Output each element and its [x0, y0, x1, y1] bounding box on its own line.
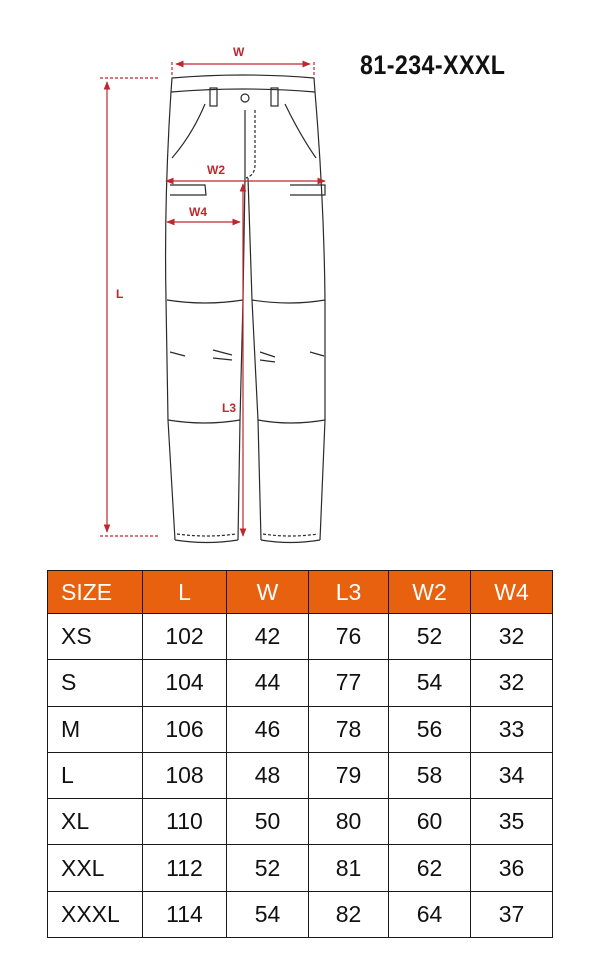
cell-w4: 34: [471, 752, 553, 798]
cell-w: 48: [227, 752, 309, 798]
cell-w: 46: [227, 706, 309, 752]
label-w: W: [233, 45, 245, 59]
header-w2: W2: [389, 571, 471, 614]
label-w2: W2: [207, 163, 225, 177]
cell-l3: 80: [309, 799, 389, 845]
table-row: [48, 614, 553, 660]
table-row: [48, 752, 553, 798]
label-l3: L3: [222, 401, 237, 415]
cell-w: 42: [227, 614, 309, 660]
cell-w4: 32: [471, 660, 553, 706]
header-w: W: [227, 571, 309, 614]
cell-w4: 33: [471, 706, 553, 752]
size-table: [47, 570, 553, 938]
label-l: L: [116, 287, 124, 301]
cell-size: XXXL: [48, 891, 143, 937]
cell-l3: 78: [309, 706, 389, 752]
cell-w2: 52: [389, 614, 471, 660]
pants-outline: [166, 75, 325, 543]
cell-w4: 32: [471, 614, 553, 660]
cell-w: 50: [227, 799, 309, 845]
cell-l3: 77: [309, 660, 389, 706]
cell-size: XXL: [48, 845, 143, 891]
table-row: [48, 660, 553, 706]
header-size: SIZE: [48, 571, 143, 614]
cell-w2: 60: [389, 799, 471, 845]
header-w4: W4: [471, 571, 553, 614]
table-row: [48, 799, 553, 845]
header-l: L: [143, 571, 227, 614]
table-header-row: [48, 571, 553, 614]
cell-l: 106: [143, 706, 227, 752]
cell-w4: 37: [471, 891, 553, 937]
cell-l: 112: [143, 845, 227, 891]
cell-w: 54: [227, 891, 309, 937]
cell-w2: 64: [389, 891, 471, 937]
cell-size: S: [48, 660, 143, 706]
cell-size: L: [48, 752, 143, 798]
label-w4: W4: [189, 205, 207, 219]
cell-l: 114: [143, 891, 227, 937]
cell-size: M: [48, 706, 143, 752]
dimension-lines: [100, 62, 325, 536]
cell-l: 110: [143, 799, 227, 845]
product-code: 81-234-XXXL: [360, 50, 506, 80]
cell-l3: 81: [309, 845, 389, 891]
cell-w4: 35: [471, 799, 553, 845]
cell-w: 52: [227, 845, 309, 891]
cell-w4: 36: [471, 845, 553, 891]
header-l3: L3: [309, 571, 389, 614]
cell-l: 102: [143, 614, 227, 660]
cell-w2: 62: [389, 845, 471, 891]
cell-l3: 82: [309, 891, 389, 937]
table-row: [48, 891, 553, 937]
cell-l: 104: [143, 660, 227, 706]
cell-size: XL: [48, 799, 143, 845]
cell-l: 108: [143, 752, 227, 798]
cell-l3: 76: [309, 614, 389, 660]
cell-size: XS: [48, 614, 143, 660]
table-row: [48, 845, 553, 891]
cell-l3: 79: [309, 752, 389, 798]
cell-w2: 58: [389, 752, 471, 798]
table-row: [48, 706, 553, 752]
cell-w2: 56: [389, 706, 471, 752]
cell-w2: 54: [389, 660, 471, 706]
cell-w: 44: [227, 660, 309, 706]
